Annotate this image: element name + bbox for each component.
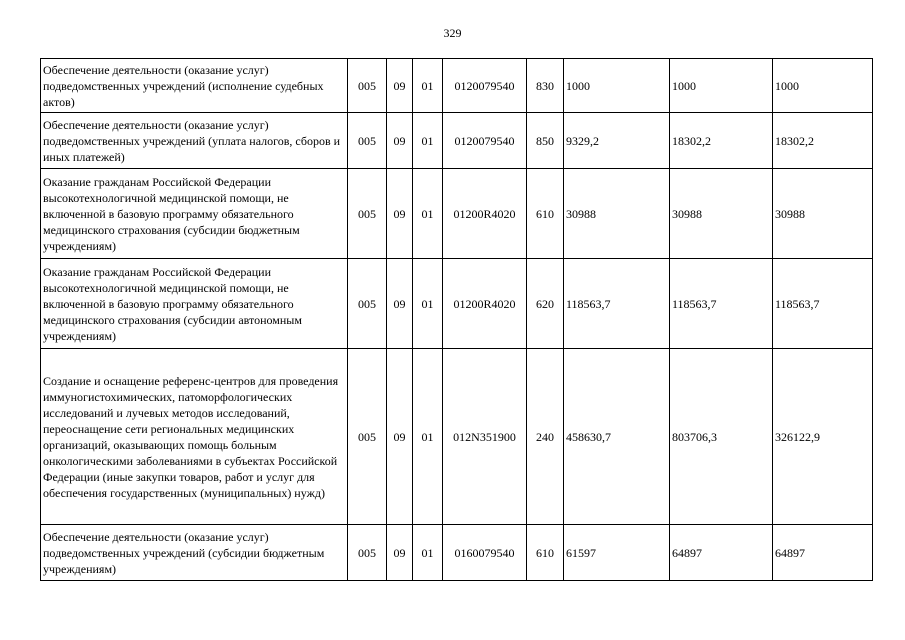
amount-year-1: 9329,2 [564,113,670,169]
section-code: 09 [387,349,413,525]
row-description: Обеспечение деятельности (оказание услуг) подведомственных учреждений (субсидии бюджетным учреждениям) [41,525,348,581]
amount-year-2: 803706,3 [670,349,773,525]
amount-year-3: 326122,9 [773,349,873,525]
subsection-code: 01 [413,525,443,581]
target-code: 0120079540 [443,59,527,113]
ministry-code: 005 [348,59,387,113]
amount-year-2: 30988 [670,169,773,259]
expense-type-code: 610 [527,169,564,259]
expense-type-code: 830 [527,59,564,113]
subsection-code: 01 [413,259,443,349]
page-number: 329 [443,26,462,40]
section-code: 09 [387,113,413,169]
table-row [41,259,873,349]
subsection-code: 01 [413,113,443,169]
ministry-code: 005 [348,113,387,169]
expense-type-code: 620 [527,259,564,349]
row-description: Обеспечение деятельности (оказание услуг) подведомственных учреждений (исполнение судебных актов) [41,59,348,113]
amount-year-1: 30988 [564,169,670,259]
row-description: Оказание гражданам Российской Федерации высокотехнологичной медицинской помощи, не включенной в базовую программу обязательного медицинского страхования (субсидии автономным учреждениям) [41,259,348,349]
table-row [41,59,873,113]
expense-type-code: 610 [527,525,564,581]
ministry-code: 005 [348,169,387,259]
amount-year-3: 18302,2 [773,113,873,169]
table-row [41,349,873,525]
amount-year-3: 64897 [773,525,873,581]
row-description: Оказание гражданам Российской Федерации высокотехнологичной медицинской помощи, не включенной в базовую программу обязательного медицинского страхования (субсидии бюджетным учреждениям) [41,169,348,259]
target-code: 012N351900 [443,349,527,525]
section-code: 09 [387,169,413,259]
amount-year-1: 458630,7 [564,349,670,525]
table-row [41,525,873,581]
table-row [41,113,873,169]
section-code: 09 [387,259,413,349]
expense-type-code: 850 [527,113,564,169]
amount-year-3: 30988 [773,169,873,259]
amount-year-2: 1000 [670,59,773,113]
target-code: 01200R4020 [443,259,527,349]
section-code: 09 [387,525,413,581]
target-code: 0120079540 [443,113,527,169]
subsection-code: 01 [413,169,443,259]
ministry-code: 005 [348,525,387,581]
amount-year-3: 118563,7 [773,259,873,349]
amount-year-2: 64897 [670,525,773,581]
amount-year-2: 118563,7 [670,259,773,349]
amount-year-3: 1000 [773,59,873,113]
amount-year-2: 18302,2 [670,113,773,169]
row-description: Обеспечение деятельности (оказание услуг) подведомственных учреждений (уплата налогов, сборов и иных платежей) [41,113,348,169]
target-code: 0160079540 [443,525,527,581]
amount-year-1: 61597 [564,525,670,581]
target-code: 01200R4020 [443,169,527,259]
amount-year-1: 1000 [564,59,670,113]
row-description: Создание и оснащение референс-центров для проведения иммуногистохимических, патоморфологических исследований и лучевых методов исследований, переоснащение сети региональных медицинских организаций, оказывающих помощь больным онкологическими заболеваниями в субъектах Российской Федерации (иные закупки товаров, работ и услуг для обеспечения государственных (муниципальных) нужд) [41,349,348,525]
subsection-code: 01 [413,59,443,113]
expense-type-code: 240 [527,349,564,525]
ministry-code: 005 [348,349,387,525]
ministry-code: 005 [348,259,387,349]
budget-table [40,58,873,581]
table-row [41,169,873,259]
amount-year-1: 118563,7 [564,259,670,349]
subsection-code: 01 [413,349,443,525]
section-code: 09 [387,59,413,113]
